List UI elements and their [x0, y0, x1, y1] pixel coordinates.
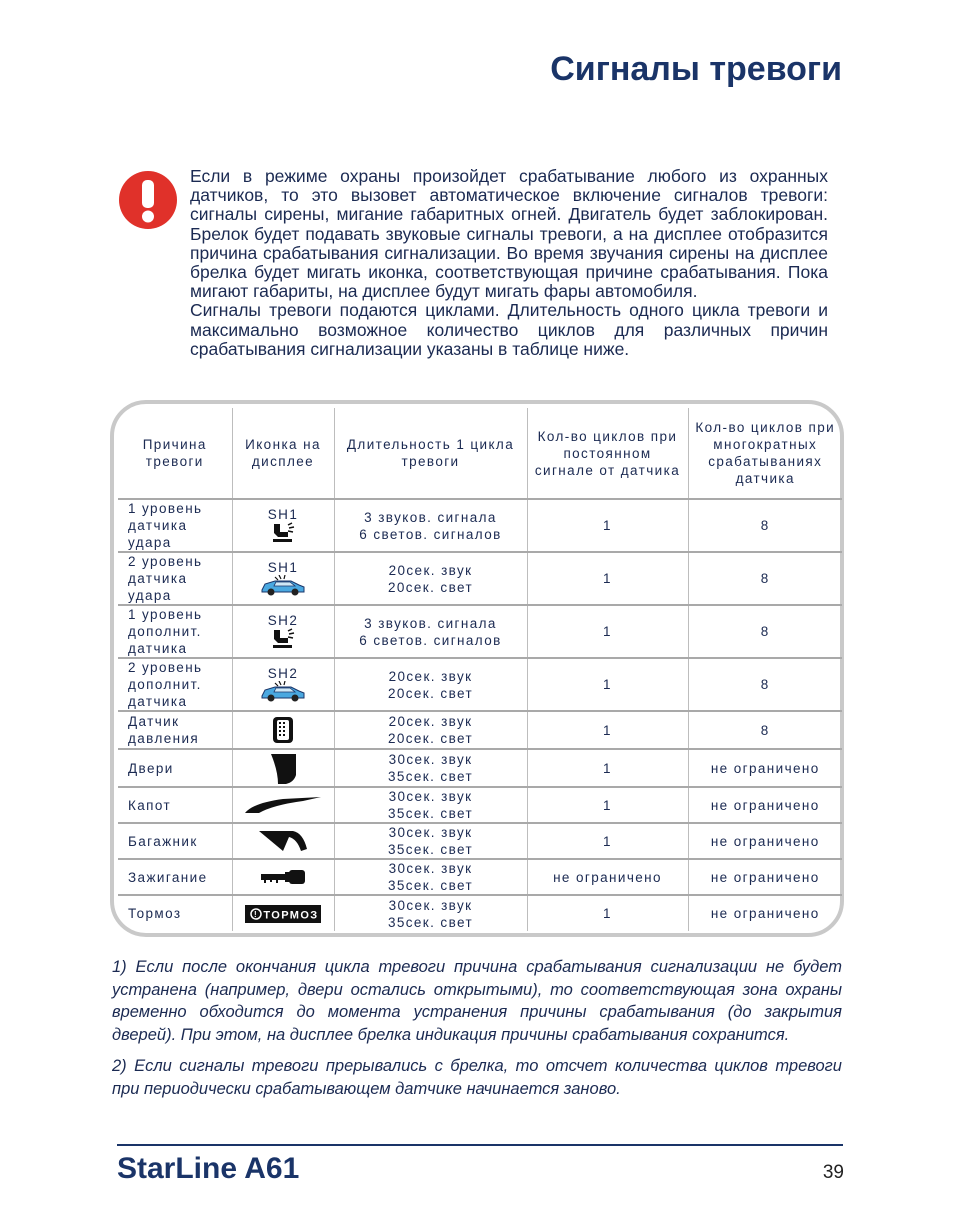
constant-cycles-cell: 1 — [527, 658, 688, 711]
duration-cell — [334, 711, 527, 749]
multiple-cycles-cell: 8 — [688, 658, 842, 711]
duration-sound: 30сек. звук — [388, 752, 473, 767]
exclamation-circle-icon — [118, 170, 178, 230]
brake-badge-icon — [245, 905, 321, 923]
duration-cell — [334, 499, 527, 552]
shock-hand-icon — [270, 628, 296, 650]
cause-cell: 1 уровень дополнит. датчика — [118, 605, 232, 658]
constant-cycles-cell: 1 — [527, 552, 688, 605]
multiple-cycles-cell: 8 — [688, 499, 842, 552]
duration-light: 20сек. свет — [387, 731, 474, 746]
multiple-cycles-cell: 8 — [688, 552, 842, 605]
icon-cell — [232, 711, 334, 749]
brand-logo-text: StarLine A61 — [117, 1152, 300, 1185]
table-row — [118, 552, 842, 605]
icon-cell — [232, 658, 334, 711]
constant-cycles-cell: 1 — [527, 787, 688, 823]
multiple-cycles-cell: не ограничено — [710, 906, 820, 921]
shock-hand-icon — [270, 522, 296, 544]
constant-cycles-cell: 1 — [527, 749, 688, 787]
table-row — [118, 749, 842, 787]
duration-sound: 30сек. звук — [388, 861, 473, 876]
duration-cell — [334, 605, 527, 658]
duration-light: 35сек. свет — [387, 878, 474, 893]
table-row — [118, 859, 842, 895]
trunk-icon — [257, 829, 309, 853]
header-icon: Иконка на дисплее — [232, 408, 334, 499]
icon-cell — [232, 895, 334, 931]
cause-cell: Двери — [118, 749, 232, 787]
duration-sound: 20сек. звук — [388, 562, 473, 578]
footnotes — [112, 956, 842, 1110]
constant-cycles-cell: не ограничено — [527, 859, 688, 895]
intro-text — [190, 167, 828, 359]
car-hit-icon — [259, 681, 307, 703]
cause-cell: Тормоз — [118, 895, 232, 931]
constant-cycles-cell: 1 — [527, 823, 688, 859]
brake-badge-text: ТОРМОЗ — [263, 909, 319, 921]
icon-cell — [232, 859, 334, 895]
footnote: 1) Если после окончания цикла тревоги причина срабатывания сигнализации не будет устранена (например, двери остались открытыми), то соответствующая зона охраны временно обходится до момента устранения причины срабатывания (до закрытия дверей). При этом, на дисплее брелка индикация причины срабатывания сохранится. — [112, 958, 842, 1044]
page-title: Сигналы тревоги — [550, 50, 842, 88]
duration-light: 35сек. свет — [387, 806, 474, 821]
table-row — [118, 787, 842, 823]
multiple-cycles-cell: не ограничено — [688, 859, 842, 895]
duration-cell — [334, 658, 527, 711]
multiple-cycles-cell: 8 — [688, 605, 842, 658]
cause-cell: Датчик давления — [118, 711, 232, 749]
table-row — [118, 711, 842, 749]
duration-sound: 30сек. звук — [388, 825, 473, 840]
duration-sound: 3 звуков. сигнала — [364, 615, 497, 631]
icon-cell — [232, 499, 334, 552]
multiple-cycles-cell: 8 — [688, 711, 842, 749]
duration-cell — [334, 552, 527, 605]
duration-sound: 3 звуков. сигнала — [364, 509, 497, 525]
pressure-sensor-icon — [272, 716, 294, 744]
duration-sound: 30сек. звук — [388, 789, 473, 804]
cause-cell: 2 уровень дополнит. датчика — [118, 658, 232, 711]
duration-light: 20сек. свет — [387, 685, 474, 701]
duration-sound: 20сек. звук — [388, 714, 473, 729]
duration-light: 35сек. свет — [387, 914, 474, 930]
multiple-cycles-cell: не ограничено — [688, 823, 842, 859]
table-header-row — [118, 408, 842, 499]
constant-cycles-cell: 1 — [527, 499, 688, 552]
sensor-code: SH2 — [267, 666, 299, 681]
duration-light: 6 светов. сигналов — [359, 526, 502, 542]
icon-cell — [232, 823, 334, 859]
ignition-key-icon — [259, 869, 307, 885]
header-constant-cycles: Кол-во циклов при постоянном сигнале от датчика — [527, 408, 688, 499]
cause-cell: Капот — [118, 787, 232, 823]
duration-cell — [334, 895, 527, 931]
sensor-code: SH2 — [267, 613, 299, 628]
sensor-code: SH1 — [267, 560, 299, 575]
multiple-cycles-cell: не ограничено — [688, 787, 842, 823]
alarm-table — [118, 408, 842, 931]
intro-paragraph: Сигналы тревоги подаются циклами. Длительность одного цикла тревоги и максимально возможное количество циклов для различных причин срабатывания сигнализации указаны в таблице ниже. — [190, 300, 828, 359]
cause-cell: Зажигание — [118, 859, 232, 895]
table-row — [118, 895, 842, 931]
constant-cycles-cell: 1 — [527, 605, 688, 658]
footer-divider — [117, 1144, 843, 1146]
icon-cell — [232, 605, 334, 658]
door-icon — [266, 751, 300, 785]
footnote: 2) Если сигналы тревоги прерывались с брелка, то отсчет количества циклов тревоги при периодически срабатывающем датчике начинается заново. — [112, 1057, 842, 1098]
duration-cell — [334, 859, 527, 895]
duration-cell — [334, 749, 527, 787]
icon-cell — [232, 749, 334, 787]
table-row — [118, 823, 842, 859]
table-row — [118, 605, 842, 658]
constant-cycles-cell: 1 — [527, 711, 688, 749]
duration-cell — [334, 823, 527, 859]
duration-sound: 20сек. звук — [388, 668, 473, 684]
multiple-cycles-cell: не ограничено — [688, 749, 842, 787]
duration-light: 6 светов. сигналов — [359, 632, 502, 648]
duration-light: 20сек. свет — [387, 579, 474, 595]
cause-cell: 2 уровень датчика удара — [118, 552, 232, 605]
duration-light: 35сек. свет — [387, 842, 474, 857]
car-hit-icon — [259, 575, 307, 597]
intro-paragraph: Если в режиме охраны произойдет срабатывание любого из охранных датчиков, то это вызовет автоматическое включение сигналов тревоги: сигналы сирены, мигание габаритных огней. Двигатель будет заблокирован. Брелок будет подавать звуковые сигналы тревоги, а на дисплее отобразится причина срабатывания сигнализации. Во время звучания сирены на дисплее брелка будет мигать иконка, соответствующая причине срабатывания. Пока мигают габариты, на дисплее будут мигать фары автомобиля. — [190, 166, 828, 302]
table-row — [118, 499, 842, 552]
svg-text:!: ! — [253, 909, 259, 919]
header-multiple-cycles: Кол-во циклов при многократных срабатываниях датчика — [688, 408, 842, 499]
header-duration: Длительность 1 цикла тревоги — [334, 408, 527, 499]
header-cause: Причина тревоги — [118, 408, 232, 499]
cause-cell: 1 уровень датчика удара — [118, 499, 232, 552]
cause-cell: Багажник — [118, 823, 232, 859]
page-number: 39 — [822, 1162, 844, 1183]
hood-icon — [243, 795, 323, 815]
icon-cell — [232, 552, 334, 605]
constant-cycles-cell: 1 — [527, 895, 688, 931]
table-row — [118, 658, 842, 711]
duration-cell — [334, 787, 527, 823]
icon-cell — [232, 787, 334, 823]
duration-sound: 30сек. звук — [388, 897, 473, 913]
sensor-code: SH1 — [267, 507, 299, 522]
duration-light: 35сек. свет — [387, 769, 474, 784]
